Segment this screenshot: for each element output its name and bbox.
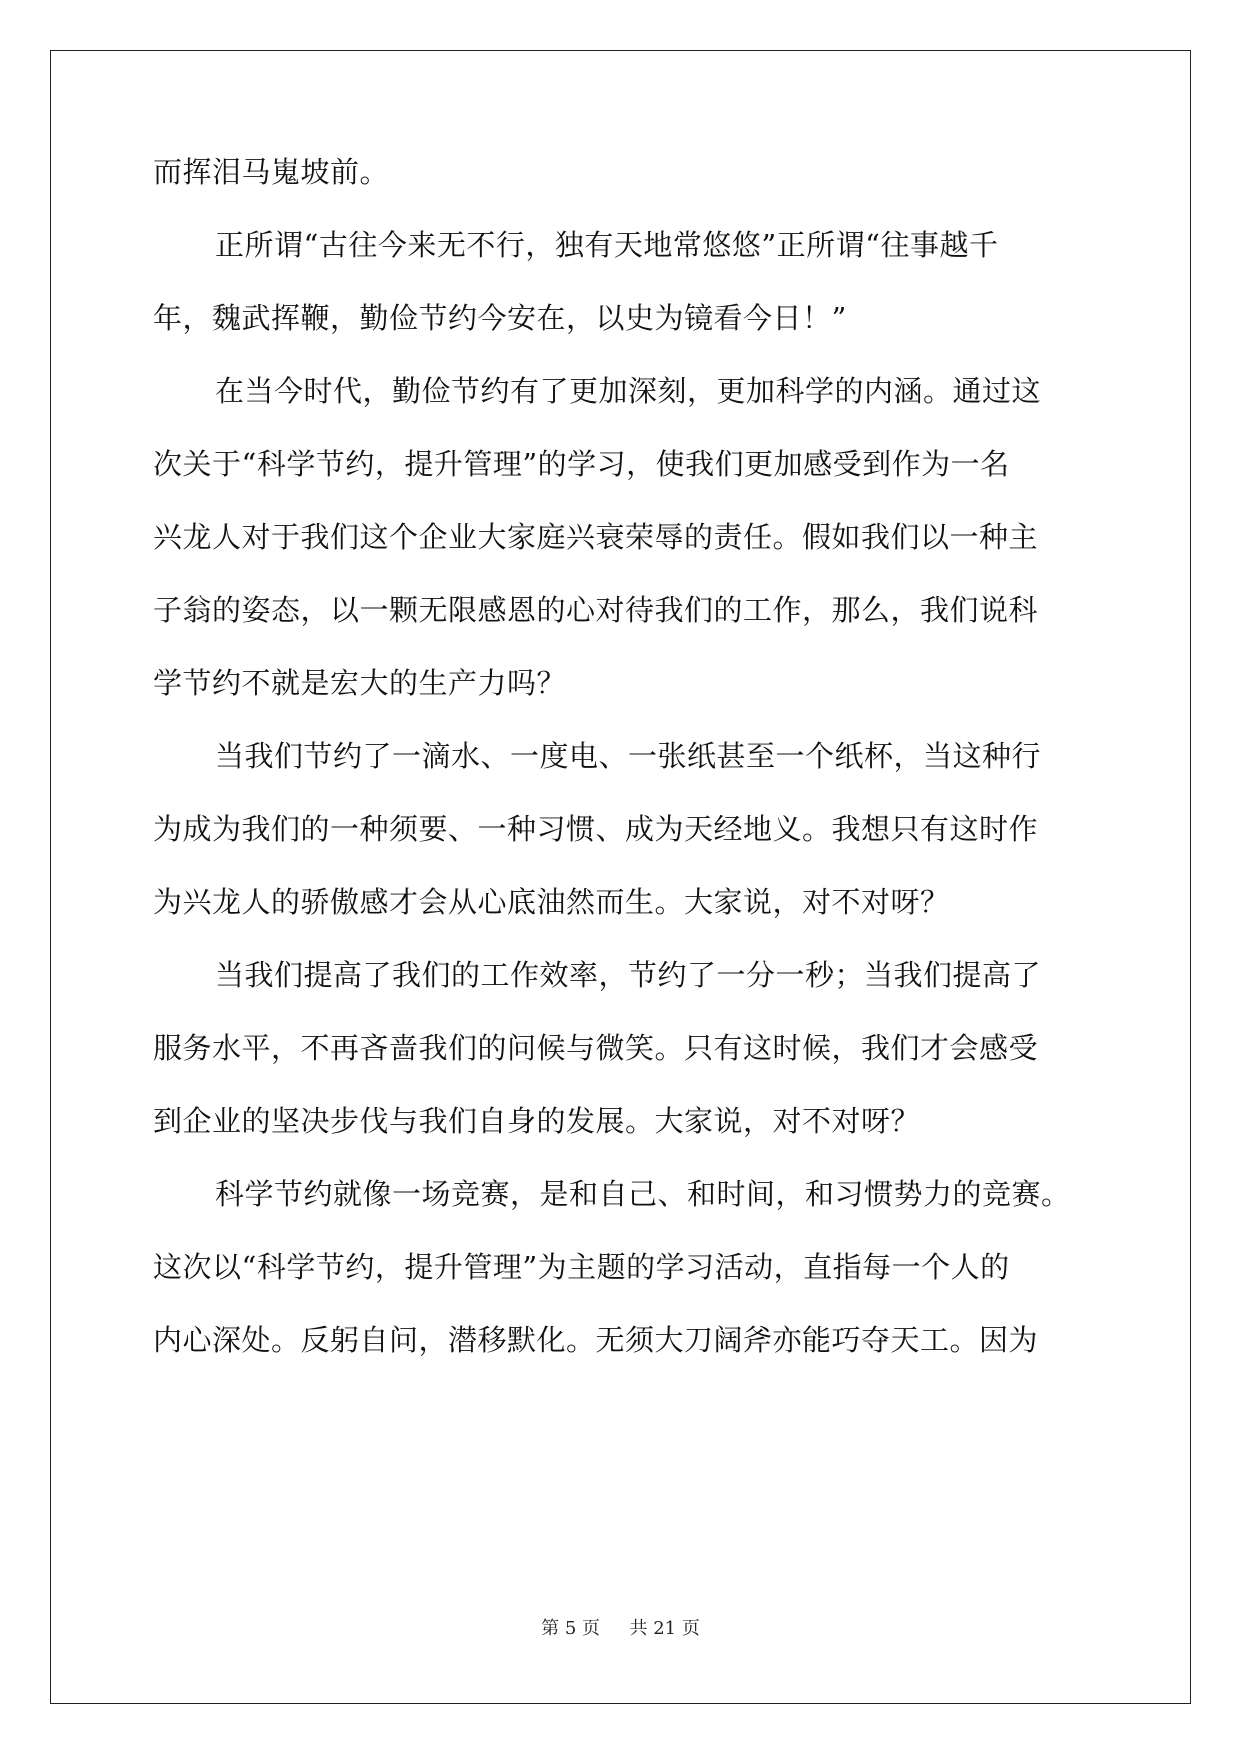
text-line-14: 到企业的坚决步伐与我们自身的发展。大家说，对不对呀？ — [153, 1104, 921, 1138]
text-line-6: 兴龙人对于我们这个企业大家庭兴衰荣辱的责任。假如我们以一种主 — [153, 520, 1039, 554]
text-line-11: 为兴龙人的骄傲感才会从心底油然而生。大家说，对不对呀？ — [153, 885, 950, 919]
text-line-15: 科学节约就像一场竞赛，是和自己、和时间，和习惯势力的竞赛。 — [215, 1177, 1071, 1211]
text-line-3: 年，魏武挥鞭，勤俭节约今安在，以史为镜看今日！” — [153, 301, 847, 335]
total-pages-label: 共 21 页 — [629, 1618, 700, 1639]
text-line-13: 服务水平，不再吝啬我们的问候与微笑。只有这时候，我们才会感受 — [153, 1031, 1039, 1065]
text-line-7: 子翁的姿态，以一颗无限感恩的心对待我们的工作，那么，我们说科 — [153, 593, 1039, 627]
page-number-label: 第 5 页 — [541, 1618, 601, 1639]
text-line-10: 为成为我们的一种须要、一种习惯、成为天经地义。我想只有这时作 — [153, 812, 1039, 846]
page-footer — [0, 1614, 1241, 1640]
text-line-4: 在当今时代，勤俭节约有了更加深刻，更加科学的内涵。通过这 — [215, 374, 1042, 408]
text-line-5: 次关于“科学节约，提升管理”的学习，使我们更加感受到作为一名 — [153, 447, 1010, 481]
text-line-2: 正所谓“古往今来无不行，独有天地常悠悠”正所谓“往事越千 — [215, 228, 999, 262]
text-line-16: 这次以“科学节约，提升管理”为主题的学习活动，直指每一个人的 — [153, 1250, 1010, 1284]
text-line-8: 学节约不就是宏大的生产力吗？ — [153, 666, 567, 700]
text-line-12: 当我们提高了我们的工作效率，节约了一分一秒；当我们提高了 — [215, 958, 1042, 992]
text-line-17: 内心深处。反躬自问，潜移默化。无须大刀阔斧亦能巧夺天工。因为 — [153, 1323, 1039, 1357]
text-line-9: 当我们节约了一滴水、一度电、一张纸甚至一个纸杯，当这种行 — [215, 739, 1042, 773]
text-line-1: 而挥泪马嵬坡前。 — [153, 155, 390, 189]
